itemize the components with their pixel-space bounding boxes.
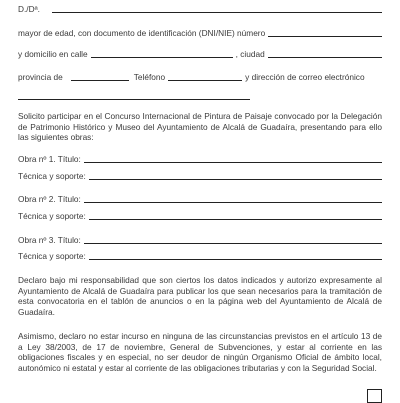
work-3-technique-label: Técnica y soporte: <box>18 251 86 262</box>
id-row <box>18 28 382 39</box>
email-row <box>18 91 250 102</box>
email-field[interactable] <box>18 99 250 100</box>
province-label: provincia de <box>18 72 63 83</box>
city-field[interactable] <box>268 57 382 58</box>
work-1-title-field[interactable] <box>84 162 382 163</box>
work-2-title-field[interactable] <box>84 202 382 203</box>
contact-row <box>18 72 382 83</box>
work-2-technique-row <box>18 211 382 222</box>
street-field[interactable] <box>91 57 233 58</box>
address-label: y domicilio en calle <box>18 49 88 60</box>
id-label: mayor de edad, con documento de identificación (DNI/NIE) número <box>18 28 266 39</box>
id-number-field[interactable] <box>268 36 382 37</box>
declaration-paragraph-1: Declaro bajo mi responsabilidad que son ciertos los datos indicados y autorizo expresamente al Ayuntamiento de Alcalá de Guadaíra para publicar los que sean necesarios para la tramitación de esta convocatoria en el tablón de anuncios o en la página web del Ayuntamiento de Alcalá de Guadaíra. <box>18 275 382 317</box>
province-field[interactable] <box>71 80 129 81</box>
work-1-technique-field[interactable] <box>89 179 382 180</box>
request-paragraph: Solicito participar en el Concurso Internacional de Pintura de Paisaje convocado por la Delegación de Patrimonio Histórico y Museo del Ayuntamiento de Alcalá de Guadaíra, presentando para ello las siguientes obras: <box>18 111 382 143</box>
work-3-technique-field[interactable] <box>89 259 382 260</box>
work-1-title-row <box>18 154 382 165</box>
name-field[interactable] <box>52 12 382 13</box>
work-3-title-row <box>18 235 382 246</box>
declaration-paragraph-2: Asimismo, declaro no estar incurso en ninguna de las circunstancias previstos en el artículo 13 de a Ley 38/2003, de 17 de noviembre, General de Subvenciones, y estar al corriente en las obligaciones fiscales y en especial, no ser deudor de ningún Organismo Oficial de ámbito local, autonómico ni estatal y estar al corriente de las obligaciones tributarias y con la Seguridad Social. <box>18 331 382 373</box>
agreement-checkbox[interactable] <box>367 389 382 403</box>
name-label: D./Dª. <box>18 4 40 15</box>
work-3-title-label: Obra nº 3. Título: <box>18 235 81 246</box>
phone-label: Teléfono <box>133 72 166 83</box>
city-label: , ciudad <box>235 49 265 60</box>
work-3-technique-row <box>18 251 382 262</box>
email-label: y dirección de correo electrónico <box>245 72 365 83</box>
work-1-title-label: Obra nº 1. Título: <box>18 154 81 165</box>
phone-field[interactable] <box>168 80 242 81</box>
work-1-technique-label: Técnica y soporte: <box>18 171 86 182</box>
work-2-title-label: Obra nº 2. Título: <box>18 194 81 205</box>
work-2-title-row <box>18 194 382 205</box>
name-row <box>18 4 382 15</box>
work-1-technique-row <box>18 171 382 182</box>
work-3-title-field[interactable] <box>84 243 382 244</box>
work-2-technique-label: Técnica y soporte: <box>18 211 86 222</box>
address-row <box>18 49 382 60</box>
work-2-technique-field[interactable] <box>89 219 382 220</box>
